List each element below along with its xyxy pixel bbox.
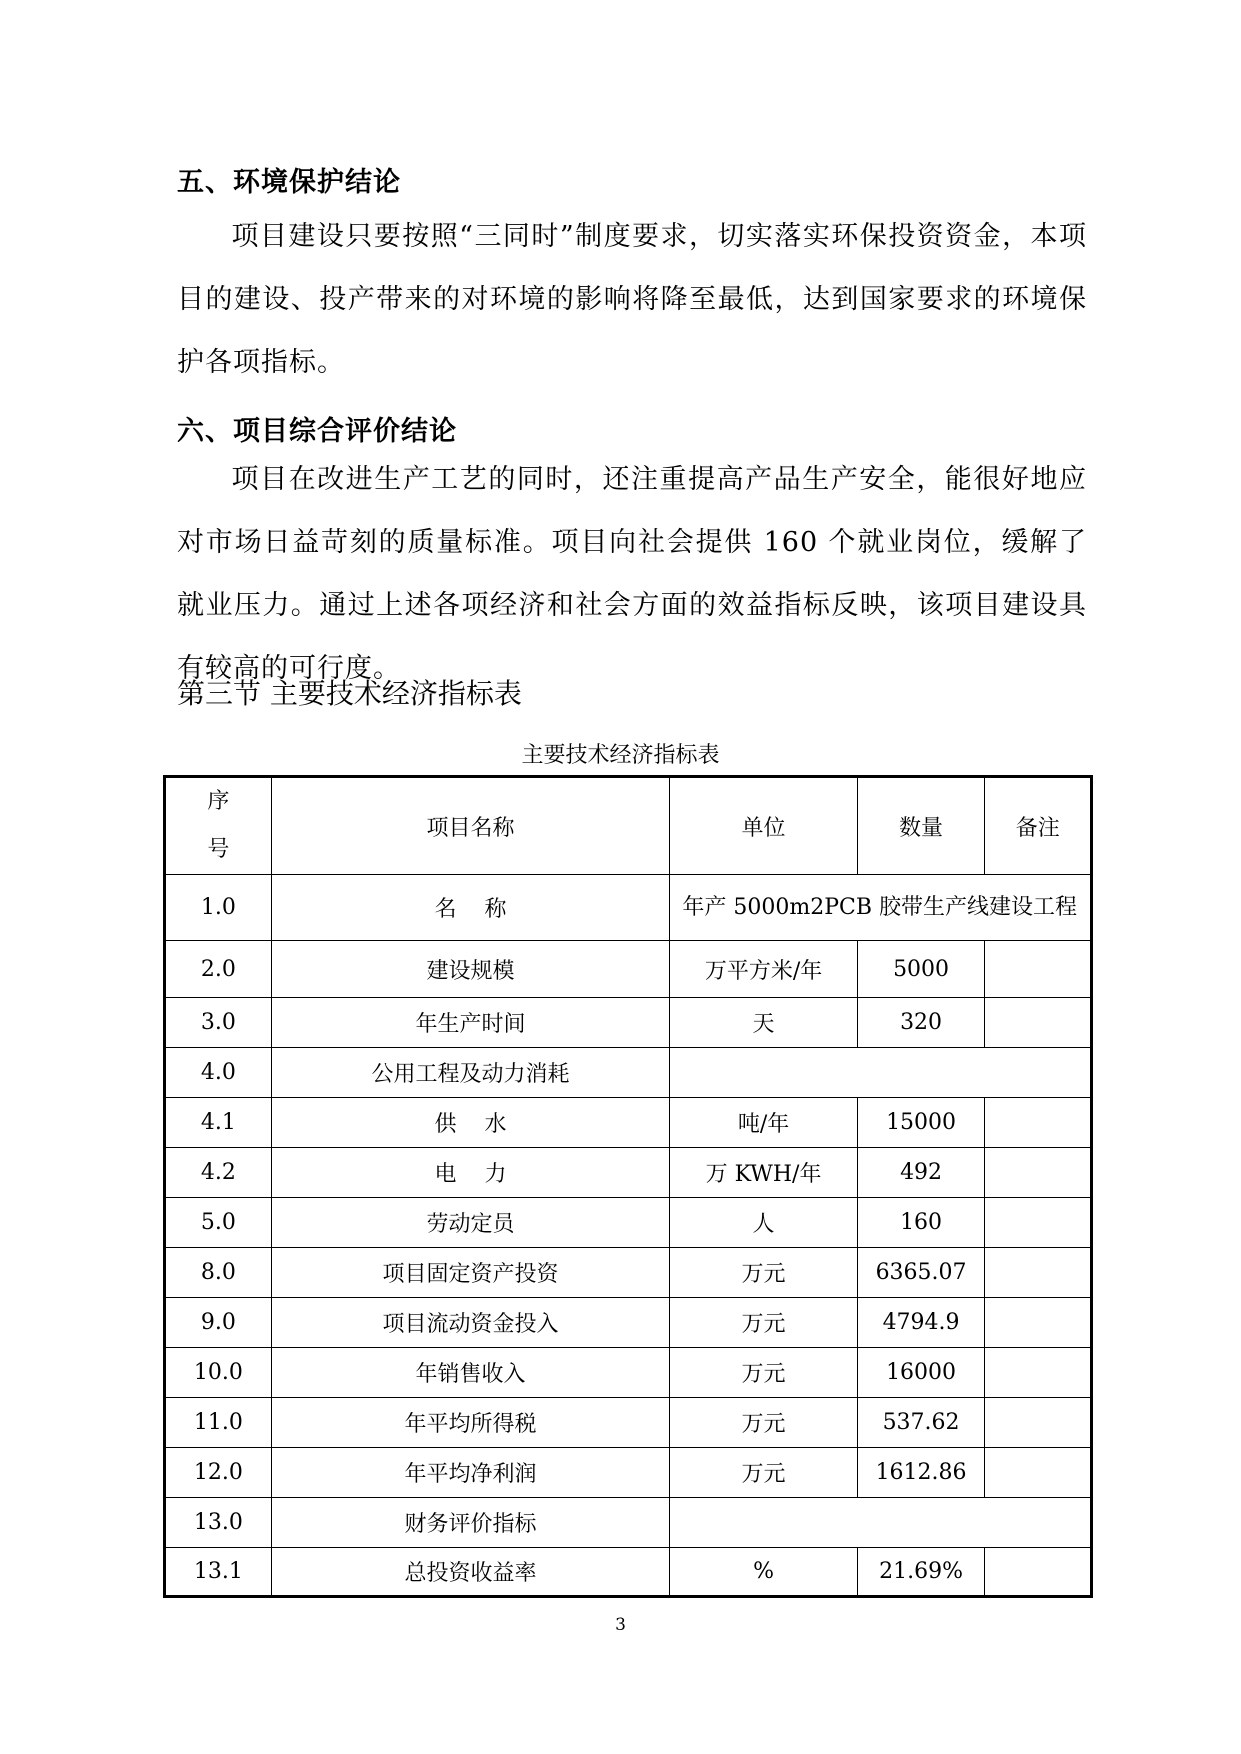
cell-qty: 537.62	[857, 1398, 985, 1448]
cell-qty: 4794.9	[857, 1298, 985, 1348]
section-five-paragraph	[177, 205, 1087, 394]
cell-qty: 1612.86	[857, 1448, 985, 1498]
cell-name: 年平均净利润	[271, 1448, 670, 1498]
table-row	[165, 1098, 1092, 1148]
cell-seq: 5.0	[165, 1198, 272, 1248]
header-seq: 序 号	[165, 777, 272, 875]
cell-name: 建设规模	[271, 941, 670, 998]
cell-unit: 万元	[670, 1398, 857, 1448]
cell-note	[985, 941, 1092, 998]
cell-note	[985, 1398, 1092, 1448]
header-unit: 单位	[670, 777, 857, 875]
cell-qty: 5000	[857, 941, 985, 998]
table-row	[165, 875, 1092, 941]
cell-note	[985, 1098, 1092, 1148]
table-row	[165, 1448, 1092, 1498]
cell-seq: 4.2	[165, 1148, 272, 1198]
cell-qty: 160	[857, 1198, 985, 1248]
cell-name: 年销售收入	[271, 1348, 670, 1398]
page-number: 3	[615, 1615, 626, 1635]
cell-name: 年平均所得税	[271, 1398, 670, 1448]
cell-name: 财务评价指标	[271, 1498, 670, 1548]
cell-name: 电 力	[271, 1148, 670, 1198]
table-row	[165, 1148, 1092, 1198]
cell-project-title: 年产 5000m2PCB 胶带生产线建设工程	[670, 875, 1092, 941]
cell-seq: 4.0	[165, 1048, 272, 1098]
cell-name: 劳动定员	[271, 1198, 670, 1248]
cell-seq: 1.0	[165, 875, 272, 941]
header-qty: 数量	[857, 777, 985, 875]
cell-unit: 天	[670, 998, 857, 1048]
table-row	[165, 941, 1092, 998]
cell-unit: 万元	[670, 1248, 857, 1298]
cell-qty: 15000	[857, 1098, 985, 1148]
cell-qty: 21.69%	[857, 1548, 985, 1597]
cell-unit: 万元	[670, 1298, 857, 1348]
cell-unit: 吨/年	[670, 1098, 857, 1148]
table-row	[165, 1248, 1092, 1298]
cell-name: 总投资收益率	[271, 1548, 670, 1597]
table-caption: 主要技术经济指标表	[521, 743, 720, 768]
section-five-heading: 五、环境保护结论	[177, 167, 401, 198]
cell-note	[985, 1348, 1092, 1398]
table-row	[165, 1298, 1092, 1348]
section-six-paragraph	[177, 448, 1087, 700]
cell-name: 公用工程及动力消耗	[271, 1048, 670, 1098]
table-row	[165, 1048, 1092, 1098]
section-five-text: 项目建设只要按照“三同时”制度要求，切实落实环保投资资金，本项目的建设、投产带来的对环境的影响将降至最低，达到国家要求的环境保护各项指标。	[177, 221, 1087, 378]
cell-unit: 人	[670, 1198, 857, 1248]
cell-note	[985, 998, 1092, 1048]
cell-name: 项目固定资产投资	[271, 1248, 670, 1298]
cell-seq: 10.0	[165, 1348, 272, 1398]
section-six-text: 项目在改进生产工艺的同时，还注重提高产品生产安全，能很好地应对市场日益苛刻的质量标准。项目向社会提供 160 个就业岗位，缓解了就业压力。通过上述各项经济和社会方面的效益指标反映，该项目建设具有较高的可行度。	[177, 464, 1087, 684]
cell-qty: 6365.07	[857, 1248, 985, 1298]
cell-note	[985, 1148, 1092, 1198]
header-name: 项目名称	[271, 777, 670, 875]
cell-seq: 11.0	[165, 1398, 272, 1448]
cell-unit: 万平方米/年	[670, 941, 857, 998]
table-row	[165, 998, 1092, 1048]
cell-unit: %	[670, 1548, 857, 1597]
section-six-heading: 六、项目综合评价结论	[177, 416, 457, 447]
cell-name: 供 水	[271, 1098, 670, 1148]
cell-note	[985, 1448, 1092, 1498]
table-row	[165, 1498, 1092, 1548]
cell-qty: 320	[857, 998, 985, 1048]
cell-unit: 万元	[670, 1448, 857, 1498]
cell-unit: 万 KWH/年	[670, 1148, 857, 1198]
cell-qty: 16000	[857, 1348, 985, 1398]
cell-note	[985, 1298, 1092, 1348]
cell-empty-span	[670, 1048, 1092, 1098]
table-row	[165, 1548, 1092, 1597]
table-row	[165, 1198, 1092, 1248]
table-header-row	[165, 777, 1092, 875]
cell-unit: 万元	[670, 1348, 857, 1398]
table-row	[165, 1348, 1092, 1398]
cell-seq: 3.0	[165, 998, 272, 1048]
cell-note	[985, 1248, 1092, 1298]
cell-name: 项目流动资金投入	[271, 1298, 670, 1348]
cell-seq: 8.0	[165, 1248, 272, 1298]
cell-seq: 13.1	[165, 1548, 272, 1597]
third-section-title: 第三节 主要技术经济指标表	[177, 677, 522, 710]
table-row	[165, 1398, 1092, 1448]
cell-empty-span	[670, 1498, 1092, 1548]
cell-name: 年生产时间	[271, 998, 670, 1048]
cell-seq: 9.0	[165, 1298, 272, 1348]
cell-seq: 2.0	[165, 941, 272, 998]
cell-note	[985, 1198, 1092, 1248]
cell-name: 名 称	[271, 875, 670, 941]
cell-note	[985, 1548, 1092, 1597]
cell-seq: 12.0	[165, 1448, 272, 1498]
cell-seq: 13.0	[165, 1498, 272, 1548]
header-note: 备注	[985, 777, 1092, 875]
cell-seq: 4.1	[165, 1098, 272, 1148]
indicator-table	[163, 775, 1093, 1598]
cell-qty: 492	[857, 1148, 985, 1198]
